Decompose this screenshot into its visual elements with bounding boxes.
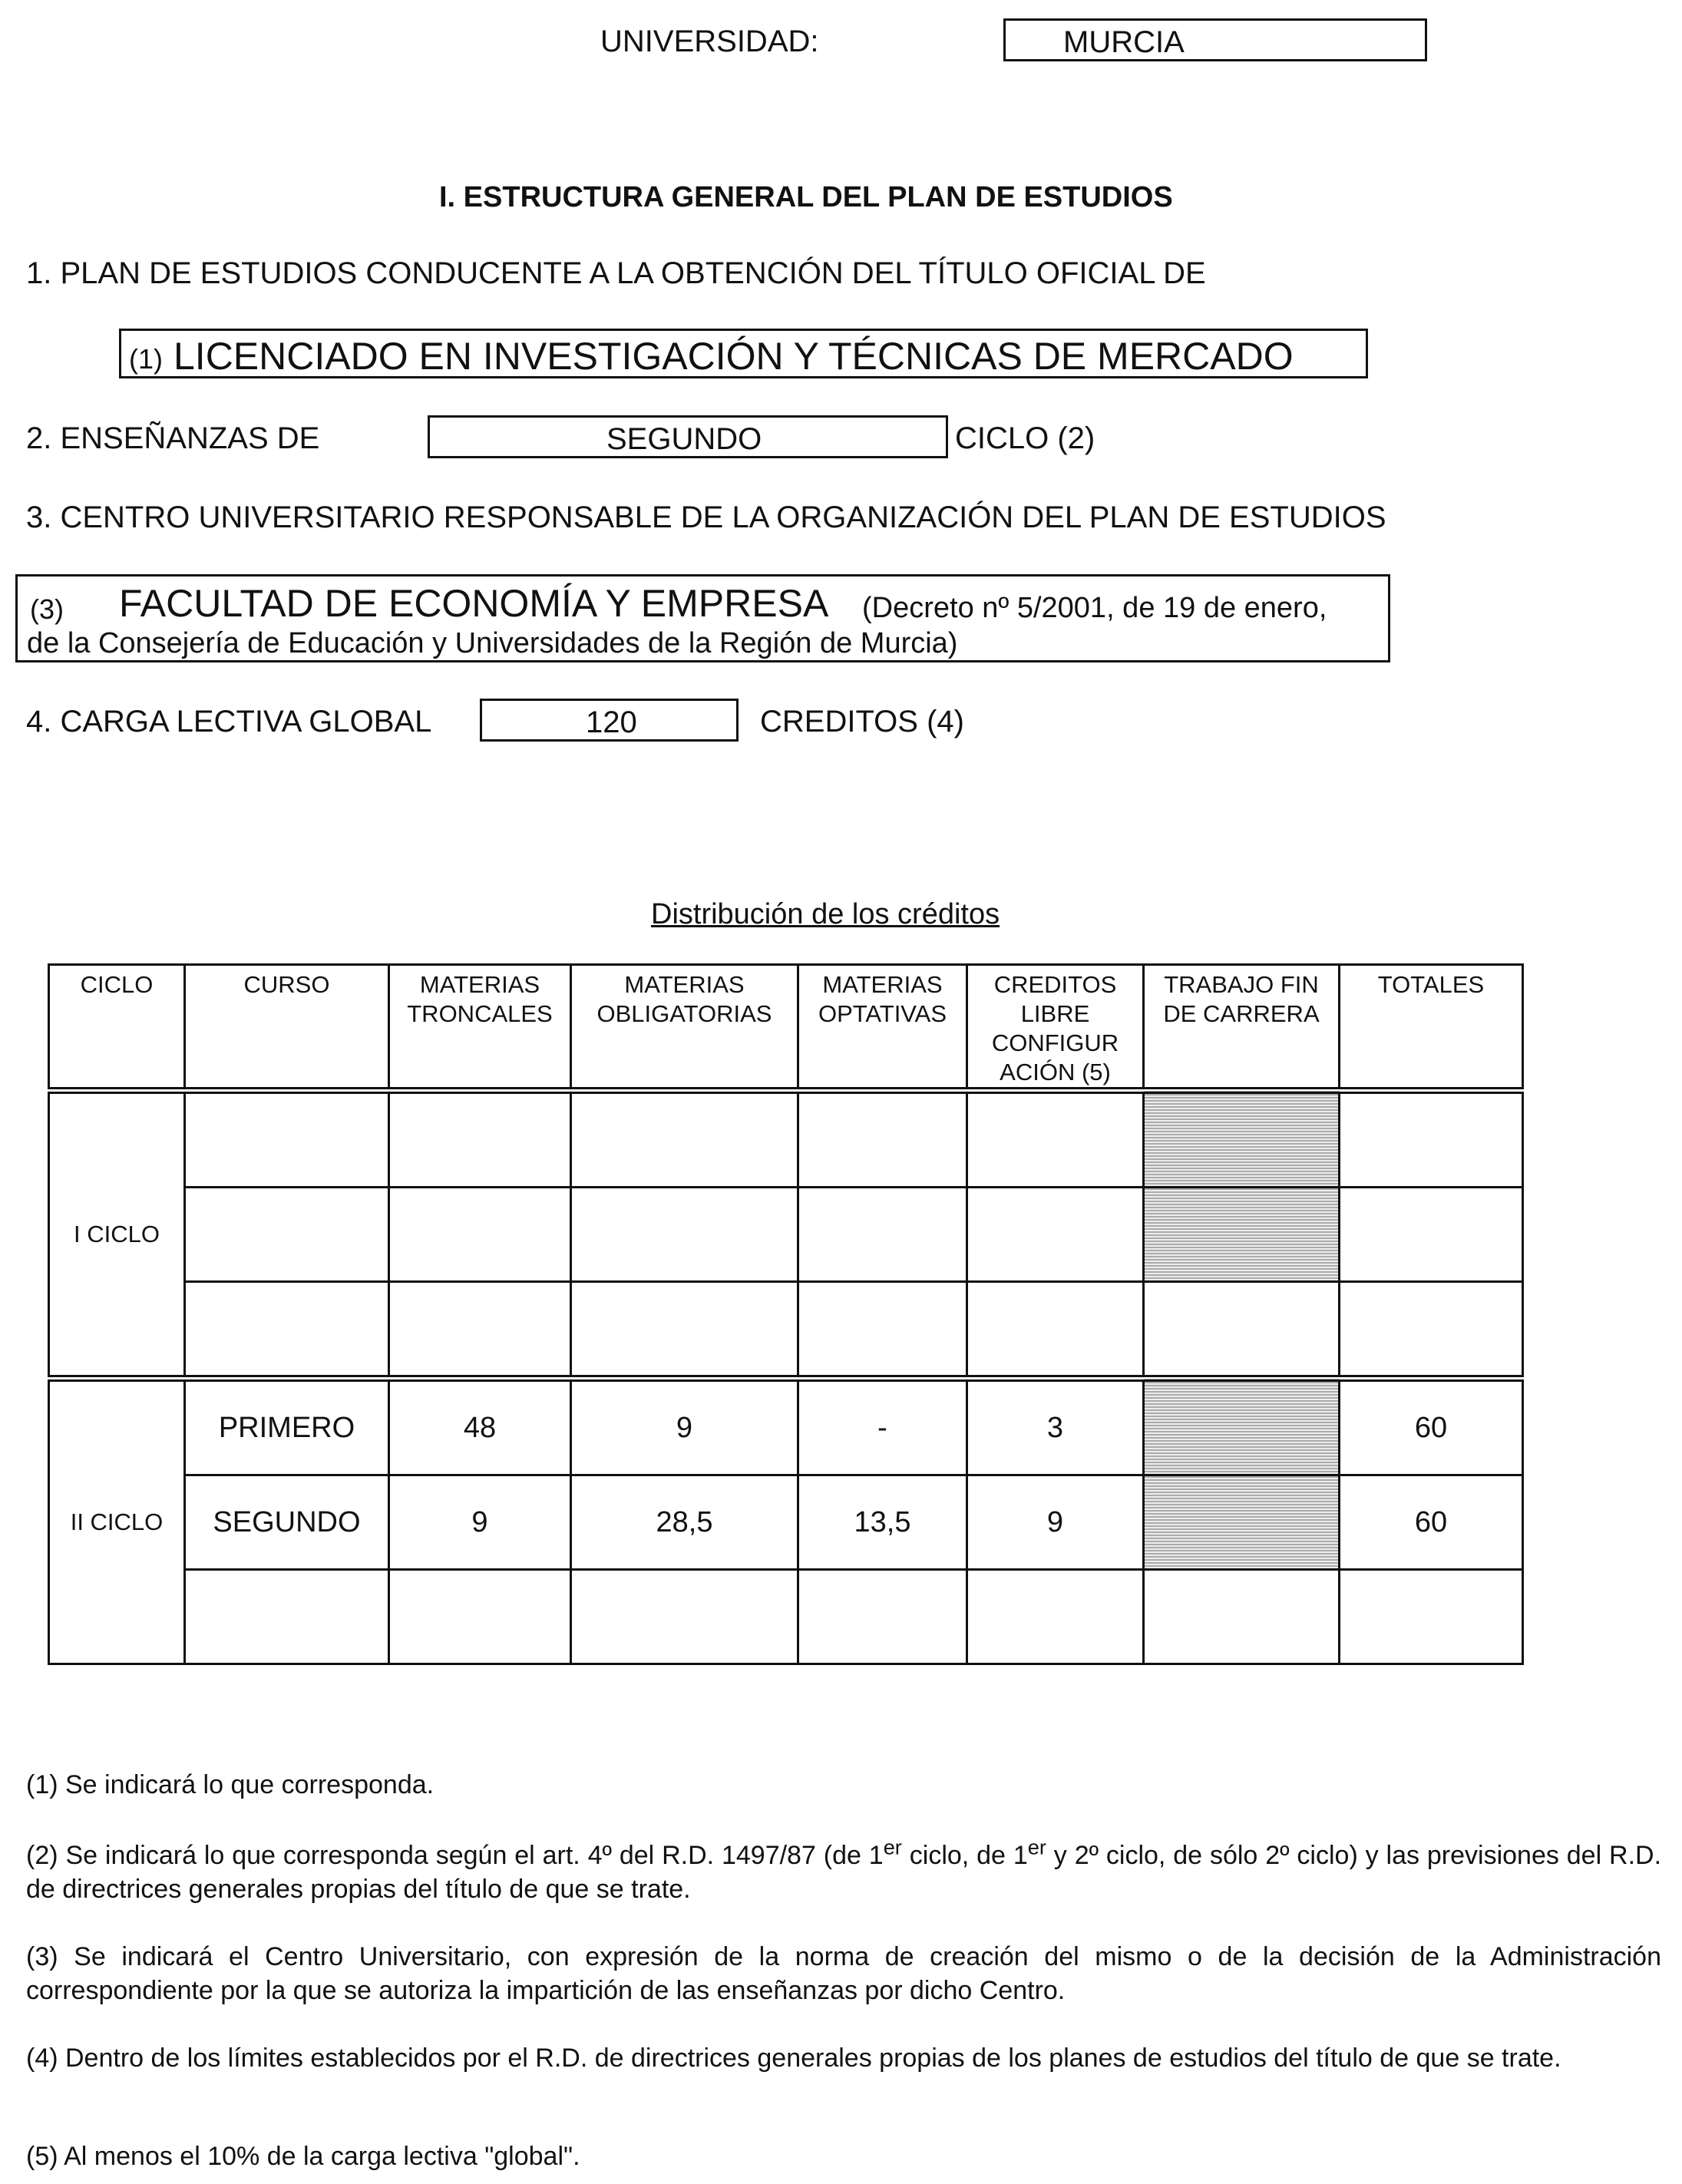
centro-decree-line1: (Decreto nº 5/2001, de 19 de enero, (862, 592, 1327, 624)
footnote-3: (3) Se indicará el Centro Universitario, con expresión de la norma de creación del mismo o de la decisión de la Administración correspondiente por la que se autoriza la impartición de las enseñanzas por dicho Centro. (26, 1942, 1661, 2005)
table-cell (1340, 1188, 1523, 1282)
cell-optativas: - (798, 1379, 967, 1475)
universidad-label: UNIVERSIDAD: (600, 25, 819, 58)
table-header-row (49, 965, 1523, 1091)
header-obligatorias: MATERIAS OBLIGATORIAS (571, 965, 798, 1091)
footnote-2 (26, 1835, 1662, 1906)
table-cell (389, 1570, 571, 1664)
table-row (49, 1475, 1523, 1570)
cell-totales: 60 (1340, 1379, 1523, 1475)
header-troncales: MATERIAS TRONCALES (389, 965, 571, 1091)
footnote-2-part-b: ciclo, de 1 (901, 1841, 1028, 1870)
ciclo-value: SEGUNDO (606, 422, 762, 456)
table-cell (571, 1091, 798, 1188)
item4-label: 4. CARGA LECTIVA GLOBAL (26, 705, 432, 738)
table-cell (1340, 1570, 1523, 1664)
item2-label: 2. ENSEÑANZAS DE (26, 421, 320, 455)
centro-value: FACULTAD DE ECONOMÍA Y EMPRESA (119, 582, 829, 625)
header-totales: TOTALES (1340, 965, 1523, 1091)
table-cell (798, 1091, 967, 1188)
header-trabajo: TRABAJO FIN DE CARRERA (1144, 965, 1340, 1091)
table-row (49, 1570, 1523, 1664)
creditos-value: 120 (586, 705, 637, 739)
table-row (49, 1379, 1523, 1475)
table-cell (1340, 1282, 1523, 1379)
item2-suffix: CICLO (2) (955, 421, 1095, 455)
cell-libre: 9 (967, 1475, 1144, 1570)
table-cell (1144, 1570, 1340, 1664)
cell-obligatorias: 9 (571, 1379, 798, 1475)
item3-label: 3. CENTRO UNIVERSITARIO RESPONSABLE DE LA ORGANIZACIÓN DEL PLAN DE ESTUDIOS (26, 501, 1386, 534)
ciclo2-label: II CICLO (49, 1379, 185, 1664)
table-cell (185, 1570, 389, 1664)
table-cell (571, 1570, 798, 1664)
header-optativas: MATERIAS OPTATIVAS (798, 965, 967, 1091)
footnote-2-part-a: (2) Se indicará lo que corresponda según el art. 4º del R.D. 1497/87 (de 1 (26, 1841, 884, 1870)
cell-curso: SEGUNDO (185, 1475, 389, 1570)
table-cell (967, 1282, 1144, 1379)
ciclo-box (428, 415, 948, 458)
table-cell (389, 1188, 571, 1282)
cell-totales: 60 (1340, 1475, 1523, 1570)
table-row (49, 1188, 1523, 1282)
table-cell (1144, 1282, 1340, 1379)
hatched-cell (1144, 1379, 1340, 1475)
hatched-cell (1144, 1475, 1340, 1570)
table-cell (798, 1188, 967, 1282)
table-cell (967, 1091, 1144, 1188)
titulo-value: LICENCIADO EN INVESTIGACIÓN Y TÉCNICAS DE MERCADO (173, 335, 1294, 378)
cell-curso: PRIMERO (185, 1379, 389, 1475)
table-row (49, 1282, 1523, 1379)
header-curso: CURSO (185, 965, 389, 1091)
footnote-5: (5) Al menos el 10% de la carga lectiva "global". (26, 2142, 580, 2171)
table-cell (185, 1282, 389, 1379)
cell-obligatorias: 28,5 (571, 1475, 798, 1570)
table-cell (389, 1282, 571, 1379)
credit-distribution-table (48, 963, 1524, 1665)
ciclo1-label: I CICLO (49, 1091, 185, 1379)
table-title: Distribución de los créditos (651, 898, 1000, 930)
centro-decree-line2: de la Consejería de Educación y Universidades de la Región de Murcia) (27, 627, 958, 659)
footnote-1: (1) Se indicará lo que corresponda. (26, 1770, 435, 1799)
table-cell (389, 1091, 571, 1188)
creditos-box (480, 699, 739, 742)
cell-troncales: 48 (389, 1379, 571, 1475)
table-cell (1340, 1091, 1523, 1188)
header-libre: CREDITOS LIBRE CONFIGUR ACIÓN (5) (967, 965, 1144, 1091)
universidad-value: MURCIA (1063, 25, 1185, 59)
centro-box (15, 574, 1390, 662)
cell-libre: 3 (967, 1379, 1144, 1475)
item1-label: 1. PLAN DE ESTUDIOS CONDUCENTE A LA OBTENCIÓN DEL TÍTULO OFICIAL DE (26, 256, 1206, 290)
header-ciclo: CICLO (49, 965, 185, 1091)
table-cell (967, 1570, 1144, 1664)
table-cell (571, 1188, 798, 1282)
hatched-cell (1144, 1188, 1340, 1282)
cell-troncales: 9 (389, 1475, 571, 1570)
table-cell (185, 1188, 389, 1282)
footnote-2-part-c: y 2º ciclo, de sólo 2º ciclo) y las previsiones del R.D. de directrices generales propias del título de que se trate. (26, 1841, 1662, 1904)
cell-optativas: 13,5 (798, 1475, 967, 1570)
hatched-cell (1144, 1091, 1340, 1188)
table-cell (798, 1282, 967, 1379)
universidad-box (1003, 18, 1427, 61)
table-row (49, 1091, 1523, 1188)
titulo-note: (1) (129, 343, 163, 375)
footnote-2-sup-1: er (883, 1835, 902, 1859)
footnote-2-sup-2: er (1027, 1835, 1046, 1859)
footnote-4: (4) Dentro de los límites establecidos por el R.D. de directrices generales propias de los planes de estudios del título de que se trate. (26, 2044, 1561, 2073)
table-cell (798, 1570, 967, 1664)
table-cell (185, 1091, 389, 1188)
centro-note: (3) (30, 593, 64, 625)
table-cell (571, 1282, 798, 1379)
item4-suffix: CREDITOS (4) (760, 705, 964, 738)
table-cell (967, 1188, 1144, 1282)
section-title: I. ESTRUCTURA GENERAL DEL PLAN DE ESTUDIOS (439, 181, 1173, 213)
titulo-box (119, 329, 1368, 378)
